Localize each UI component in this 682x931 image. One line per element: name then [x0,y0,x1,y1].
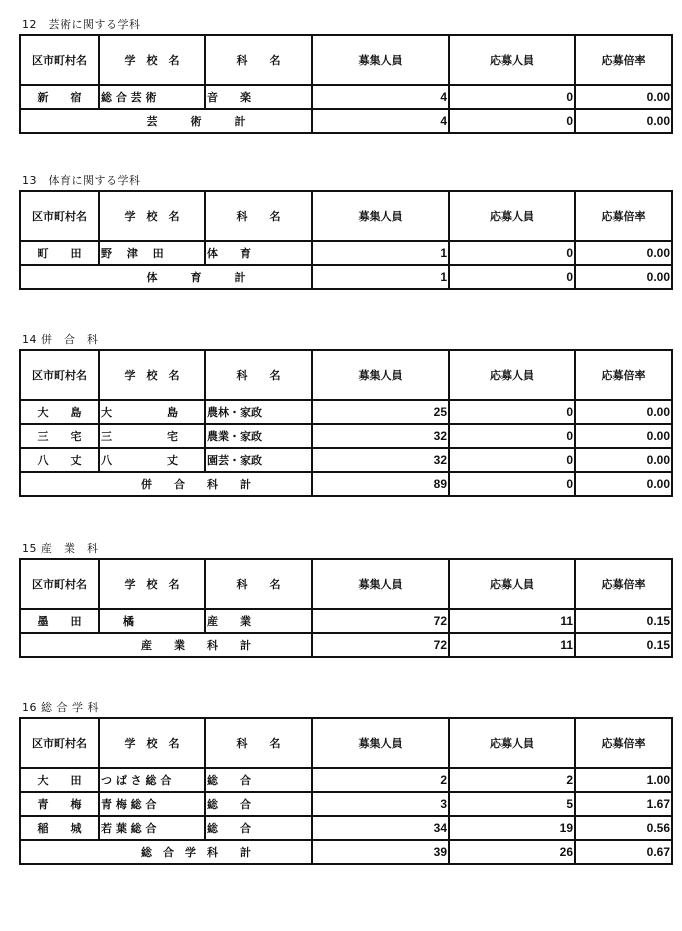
total-capacity: 72 [312,633,449,657]
cell-ratio: 0.00 [575,448,672,472]
cell-school: 大 島 [99,400,205,424]
header-row [20,35,672,85]
cell-capacity: 32 [312,448,449,472]
cell-ward: 八 丈 [20,448,99,472]
cell-ward: 大 田 [20,768,99,792]
total-row [20,472,672,496]
arts-table [19,34,673,134]
cell-ward: 青 梅 [20,792,99,816]
cell-capacity: 4 [312,85,449,109]
header-capacity: 募集人員 [312,350,449,400]
table-row [20,241,672,265]
header-applicants: 応募人員 [449,350,575,400]
section-industry [19,542,671,658]
table-row [20,792,672,816]
cell-ratio: 0.00 [575,400,672,424]
industry-table [19,558,673,658]
cell-ward: 大 島 [20,400,99,424]
cell-capacity: 34 [312,816,449,840]
cell-ratio: 1.67 [575,792,672,816]
total-label: 体 育 計 [20,265,312,289]
total-applicants: 11 [449,633,575,657]
section-title: 16 総 合 学 科 [22,701,99,714]
cell-ward: 三 宅 [20,424,99,448]
total-ratio: 0.15 [575,633,672,657]
total-applicants: 0 [449,265,575,289]
cell-school: つ ば さ 総 合 [99,768,205,792]
total-ratio: 0.67 [575,840,672,864]
header-capacity: 募集人員 [312,35,449,85]
cell-applicants: 0 [449,424,575,448]
section-integrated [19,701,671,865]
table-row [20,448,672,472]
cell-dept: 農林・家政 [205,400,312,424]
header-school: 学 校 名 [99,35,205,85]
cell-applicants: 0 [449,400,575,424]
section-arts [19,18,671,134]
header-ratio: 応募倍率 [575,350,672,400]
header-ratio: 応募倍率 [575,718,672,768]
header-ratio: 応募倍率 [575,191,672,241]
cell-capacity: 32 [312,424,449,448]
total-applicants: 26 [449,840,575,864]
header-school: 学 校 名 [99,191,205,241]
cell-school: 橘 [99,609,205,633]
cell-applicants: 0 [449,241,575,265]
header-dept: 科 名 [205,718,312,768]
table-row [20,768,672,792]
cell-capacity: 25 [312,400,449,424]
table-row [20,400,672,424]
header-ratio: 応募倍率 [575,35,672,85]
combined-table [19,349,673,497]
total-ratio: 0.00 [575,472,672,496]
cell-ratio: 0.00 [575,85,672,109]
cell-capacity: 72 [312,609,449,633]
cell-applicants: 0 [449,85,575,109]
cell-dept: 園芸・家政 [205,448,312,472]
cell-ratio: 0.15 [575,609,672,633]
header-school: 学 校 名 [99,718,205,768]
cell-dept: 体 育 [205,241,312,265]
header-ward: 区市町村名 [20,718,99,768]
header-capacity: 募集人員 [312,559,449,609]
total-label: 産 業 科 計 [20,633,312,657]
header-row [20,350,672,400]
section-combined [19,333,671,497]
cell-school: 三 宅 [99,424,205,448]
header-dept: 科 名 [205,191,312,241]
header-row [20,191,672,241]
cell-ratio: 0.00 [575,424,672,448]
cell-school: 野 津 田 [99,241,205,265]
header-school: 学 校 名 [99,350,205,400]
integrated-table [19,717,673,865]
section-title: 15 産 業 科 [22,542,99,555]
cell-school: 若 葉 総 合 [99,816,205,840]
cell-capacity: 3 [312,792,449,816]
total-ratio: 0.00 [575,265,672,289]
header-dept: 科 名 [205,350,312,400]
header-applicants: 応募人員 [449,35,575,85]
section-physical-education [19,174,671,290]
section-title: 12 芸術に関する学科 [22,18,141,31]
header-dept: 科 名 [205,35,312,85]
total-applicants: 0 [449,109,575,133]
cell-applicants: 0 [449,448,575,472]
header-school: 学 校 名 [99,559,205,609]
cell-dept: 総 合 [205,816,312,840]
cell-ward: 町 田 [20,241,99,265]
header-row [20,718,672,768]
table-row [20,85,672,109]
total-label: 芸 術 計 [20,109,312,133]
cell-ratio: 0.00 [575,241,672,265]
total-row [20,840,672,864]
total-applicants: 0 [449,472,575,496]
section-title: 14 併 合 科 [22,333,99,346]
header-applicants: 応募人員 [449,559,575,609]
header-row [20,559,672,609]
cell-ratio: 1.00 [575,768,672,792]
header-ward: 区市町村名 [20,191,99,241]
table-row [20,609,672,633]
header-applicants: 応募人員 [449,718,575,768]
header-applicants: 応募人員 [449,191,575,241]
table-row [20,424,672,448]
section-title: 13 体育に関する学科 [22,174,141,187]
cell-applicants: 2 [449,768,575,792]
header-ward: 区市町村名 [20,35,99,85]
cell-applicants: 19 [449,816,575,840]
cell-ward: 新 宿 [20,85,99,109]
total-row [20,109,672,133]
cell-capacity: 1 [312,241,449,265]
cell-dept: 農業・家政 [205,424,312,448]
cell-ratio: 0.56 [575,816,672,840]
cell-dept: 総 合 [205,768,312,792]
cell-applicants: 11 [449,609,575,633]
total-ratio: 0.00 [575,109,672,133]
cell-school: 八 丈 [99,448,205,472]
total-row [20,633,672,657]
cell-capacity: 2 [312,768,449,792]
total-capacity: 4 [312,109,449,133]
cell-dept: 音 楽 [205,85,312,109]
header-ratio: 応募倍率 [575,559,672,609]
table-row [20,816,672,840]
header-capacity: 募集人員 [312,718,449,768]
cell-applicants: 5 [449,792,575,816]
total-capacity: 1 [312,265,449,289]
total-label: 総 合 学 科 計 [20,840,312,864]
cell-dept: 総 合 [205,792,312,816]
total-capacity: 39 [312,840,449,864]
pe-table [19,190,673,290]
header-ward: 区市町村名 [20,350,99,400]
header-ward: 区市町村名 [20,559,99,609]
header-capacity: 募集人員 [312,191,449,241]
cell-dept: 産 業 [205,609,312,633]
cell-ward: 墨 田 [20,609,99,633]
cell-school: 総 合 芸 術 [99,85,205,109]
total-row [20,265,672,289]
cell-school: 青 梅 総 合 [99,792,205,816]
cell-ward: 稲 城 [20,816,99,840]
total-label: 併 合 科 計 [20,472,312,496]
header-dept: 科 名 [205,559,312,609]
total-capacity: 89 [312,472,449,496]
